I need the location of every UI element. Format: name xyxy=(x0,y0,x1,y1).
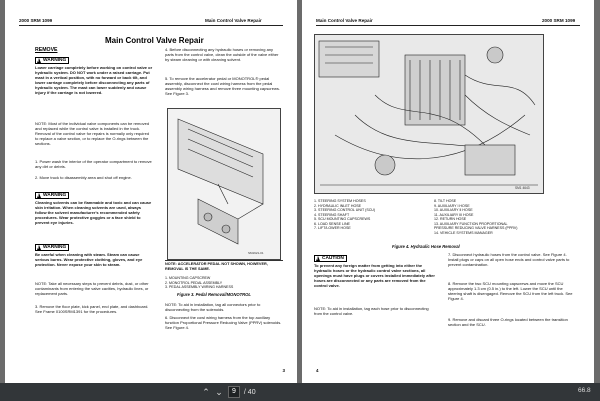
page-4 xyxy=(302,0,594,383)
warning-text-2: Cleaning solvents can be flammable and toxic and can cause skin irritation. When cleaning solvents are used, always follow the solvent manufacturer's recommended safety procedures. Wear protective goggles or a face shield to prevent eye injuries. xyxy=(35,200,152,225)
warning-label-1: ! WARNING xyxy=(35,57,69,64)
warning-text-3: Be careful when cleaning with steam. Steam can cause serious burns. Wear protective clothing, gloves, and eye protection. Never expose your skin to steam. xyxy=(35,252,143,267)
note-text-1: NOTE: Most of the individual valve components can be removed and replaced while the control valve is installed in the truck. Removal of the control valve for repairs is normally only required to replace a valve section, or to replace the O-rings between the sections. xyxy=(35,121,150,146)
legend-item: 5. SCU MOUNTING CAPSCREWS xyxy=(314,217,371,221)
svg-text:SM1 4643: SM1 4643 xyxy=(515,186,530,190)
legend-item: 3. STEERING CONTROL UNIT (SCU) xyxy=(314,208,376,212)
legend-item: 11. AUXILIARY III HOSE xyxy=(434,212,474,217)
page-3 xyxy=(5,0,297,383)
header-left: Main Control Valve Repair xyxy=(316,18,373,23)
remove-heading: REMOVE xyxy=(35,47,58,53)
header-right: 2000 SRM 1099 xyxy=(542,18,576,23)
warning-icon xyxy=(37,193,41,198)
current-page-input[interactable]: 9 xyxy=(228,386,240,398)
legend-item: 1. STEERING SYSTEM HOSES xyxy=(314,199,366,203)
legend-item: 2. MONOTROL PEDAL ASSEMBLY xyxy=(165,280,223,285)
next-page-button[interactable] xyxy=(213,385,225,399)
figure-3-legend xyxy=(165,276,285,290)
step-4: 4. Before disconnecting any hydraulic hoses or removing any parts from the control valve, clean the outside of the valve either by steam cleaning or with cleaning solvent. xyxy=(165,47,279,62)
header-rule xyxy=(316,25,580,26)
legend-item: 9. AUXILIARY I HOSE xyxy=(434,203,470,208)
step-9: 9. Remove and discard three O-rings located between the transition section and the SCU. xyxy=(448,317,568,327)
figure-note: NOTE: ACCELERATOR PEDAL NOT SHOWN, HOWEVER, REMOVAL IS THE SAME. xyxy=(165,262,268,271)
activate-windows-watermark: Activate Wi xyxy=(514,357,560,367)
legend-item: 7. LIFT/LOWER HOSE xyxy=(314,226,351,230)
chevron-up-icon: ⌃ xyxy=(202,386,210,397)
note-text-2: NOTE: Take all necessary steps to prevent debris, dust, or other contaminants from entering the valve cavities, hydraulic lines, or replacement parts. xyxy=(35,281,149,296)
warning-icon xyxy=(37,58,41,63)
zoom-level[interactable]: 66.8 xyxy=(578,387,591,394)
legend-item: 6. LOAD SENSE LINE xyxy=(314,221,350,226)
chevron-down-icon: ⌄ xyxy=(215,386,223,397)
legend-item: 2. HYDRAULIC INLET HOSE xyxy=(314,203,362,208)
page-title: Main Control Valve Repair xyxy=(105,36,204,45)
figure-3-caption: Figure 3. Pedal Removal/MONOTROL xyxy=(177,292,251,297)
caution-label: ! CAUTION xyxy=(314,255,347,262)
previous-page-button[interactable] xyxy=(200,385,212,399)
warning-label-3: ! WARNING xyxy=(35,244,69,251)
step-5: 5. To remove the accelerator pedal or MONOTROL® pedal assembly, disconnect the cowl wiring harness from the pedal assembly wiring harness and remove three mounting capscrews. See Figure 3. xyxy=(165,76,280,96)
warning-text-1: Lower carriage completely before working on control valve or hydraulic system. DO NOT work under a raised carriage. Put mast in a vertical position, with no forward or back tilt, and lower carriage completely before disconnecting any parts of hydraulic system. The mast can lower suddenly and cause injury if the carriage is not lowered. xyxy=(35,65,153,95)
legend-item: 14. VEHICLE SYSTEMS MANAGER xyxy=(434,230,493,235)
header-right: Main Control Valve Repair xyxy=(205,18,262,23)
activate-windows-subtext: Go to Settings to a xyxy=(514,369,556,375)
warning-label-2: ! WARNING xyxy=(35,192,69,199)
caution-text: To prevent any foreign matter from getting into either the hydraulic hoses or the hydraulic control valve sections, all openings must have plugs or covers installed immediately after hoses are disconnected or any parts are removed from the control valve. xyxy=(314,263,435,288)
legend-item: PRESSURE REDUCING VALVE HARNESS (PPRV) xyxy=(434,226,518,230)
note-text: NOTE: To aid in installation, tag each hose prior to disconnecting from the control valve. xyxy=(314,306,429,316)
figure-4-caption: Figure 4. Hydraulic Hose Removal xyxy=(392,244,460,249)
pdf-toolbar xyxy=(0,383,600,401)
step-2: 2. Move truck to disassembly area and shut off engine. xyxy=(35,175,132,180)
step-3: 3. Remove the floor plate, kick panel, end plate, and dashboard. See Frame 0100SRM1391 for the procedures. xyxy=(35,304,149,314)
step-6: 6. Disconnect the cowl wiring harness from the top auxiliary function Proportional Pressure Reducing Valve (PPRV) solenoids. See Figure 4. xyxy=(165,315,282,330)
figure-divider xyxy=(165,260,283,261)
page-indicator xyxy=(228,386,288,398)
figure-4-legend-left xyxy=(314,199,432,231)
header-rule xyxy=(19,25,283,26)
figure-4-hydraulic-drawing xyxy=(314,34,544,194)
step-1: 1. Power wash the interior of the operator compartment to remove any dirt or debris. xyxy=(35,159,152,169)
legend-item: 4. STEERING SHAFT xyxy=(314,212,350,217)
page-number: 4 xyxy=(316,368,319,373)
warning-icon xyxy=(37,245,41,250)
legend-item: 8. TILT HOSE xyxy=(434,199,457,203)
legend-item: 10. AUXILIARY II HOSE xyxy=(434,208,473,212)
header-left: 2000 SRM 1099 xyxy=(19,18,53,23)
legend-item: 13. AUXILIARY FUNCTION PROPORTIONAL xyxy=(434,221,508,226)
caution-icon xyxy=(316,256,320,261)
figure-4-legend-right xyxy=(434,199,574,235)
page-number: 3 xyxy=(282,368,285,373)
step-7: 7. Disconnect hydraulic hoses from the control valve. See Figure 4. Install plugs or caps on all open hose ends and control valve parts to prevent contamination. xyxy=(448,252,570,267)
svg-text:SM1921-01: SM1921-01 xyxy=(248,251,264,255)
total-pages: / 40 xyxy=(243,388,256,396)
step-8: 8. Remove the two SCU mounting capscrews and move the SCU approximately 1.3 cm (0.5 in.) to the left. Lower the SCU until the steering shaft is disengaged. Remove the SCU from the left truck. See Figure 4. xyxy=(448,281,573,301)
note-text-3: NOTE: To aid in installation, tag all connectors prior to disconnecting from the solenoids. xyxy=(165,302,261,312)
legend-item: 1. MOUNTING CAPSCREW xyxy=(165,276,211,280)
figure-3-pedal-drawing xyxy=(167,108,281,260)
legend-item: 12. RETURN HOSE xyxy=(434,217,467,221)
legend-item: 3. PEDAL ASSEMBLY WIRING HARNESS xyxy=(165,285,234,289)
